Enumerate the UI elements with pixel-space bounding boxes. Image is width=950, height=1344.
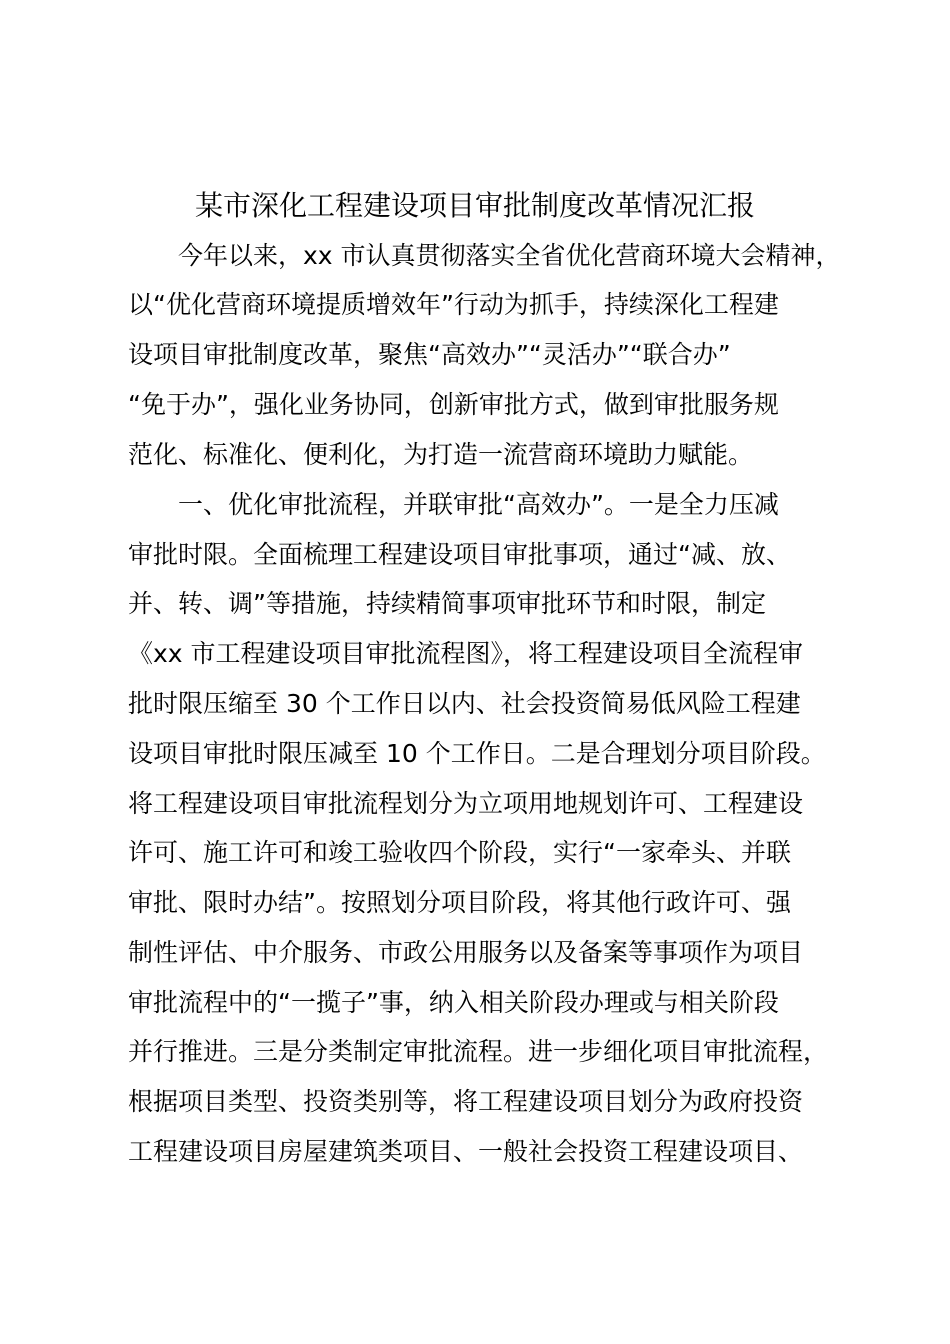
body-line: 审批流程中的“一揽子”事，纳入相关阶段办理或与相关阶段 — [128, 988, 779, 1017]
body-line: 制性评估、中介服务、市政公用服务以及备案等事项作为项目 — [128, 938, 804, 967]
body-line: 审批、限时办结”。按照划分项目阶段，将其他行政许可、强 — [128, 888, 791, 917]
body-line: 《xx 市工程建设项目审批流程图》，将工程建设项目全流程审 — [128, 639, 804, 668]
body-line: 今年以来，xx 市认真贯彻落实全省优化营商环境大会精神， — [128, 241, 841, 270]
body-line: 一、优化审批流程，并联审批“高效办”。一是全力压减 — [128, 490, 779, 519]
body-line: 许可、施工许可和竣工验收四个阶段，实行“一家牵头、并联 — [128, 838, 791, 867]
body-line: 设项目审批制度改革，聚焦“高效办”“灵活办”“联合办” — [128, 340, 731, 369]
document-title: 某市深化工程建设项目审批制度改革情况汇报 — [194, 189, 755, 222]
body-line: 以“优化营商环境提质增效年”行动为抓手，持续深化工程建 — [128, 290, 779, 319]
body-line: 根据项目类型、投资类别等，将工程建设项目划分为政府投资 — [128, 1087, 804, 1116]
body-line: 设项目审批时限压减至 10 个工作日。二是合理划分项目阶段。 — [128, 739, 826, 768]
body-line: “免于办”，强化业务协同，创新审批方式，做到审批服务规 — [128, 390, 779, 419]
body-line: 将工程建设项目审批流程划分为立项用地规划许可、工程建设 — [128, 789, 804, 818]
body-line: 并、转、调”等措施，持续精简事项审批环节和时限，制定 — [128, 589, 766, 618]
body-line: 批时限压缩至 30 个工作日以内、社会投资简易低风险工程建 — [128, 689, 801, 718]
body-line: 并行推进。三是分类制定审批流程。进一步细化项目审批流程， — [128, 1037, 829, 1066]
body-line: 工程建设项目房屋建筑类项目、一般社会投资工程建设项目、 — [128, 1137, 804, 1166]
body-line: 审批时限。全面梳理工程建设项目审批事项，通过“减、放、 — [128, 540, 791, 569]
body-line: 范化、标准化、便利化，为打造一流营商环境助力赋能。 — [128, 440, 754, 469]
